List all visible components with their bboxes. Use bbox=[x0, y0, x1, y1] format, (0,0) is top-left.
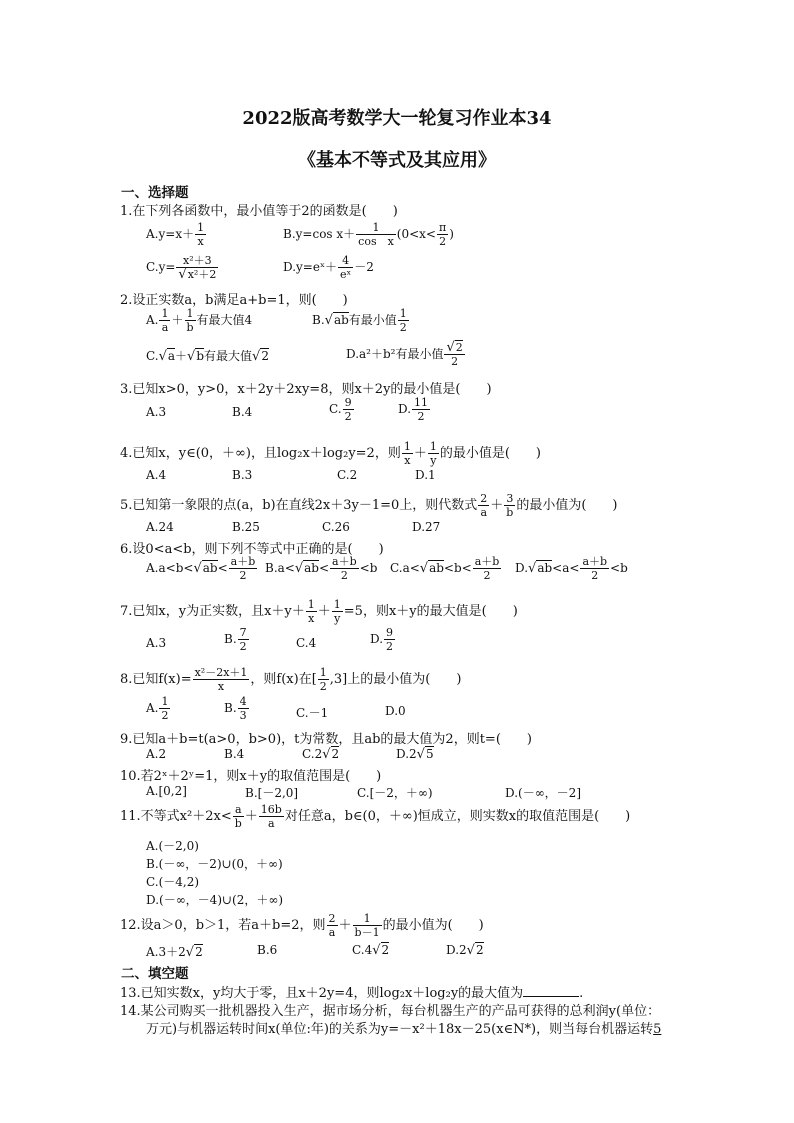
q8-option-b: B. $\frac{4}{3}$ bbox=[224, 695, 247, 722]
q1-option-b: B.y=cos x＋ $\frac{1}{\text{cos x}}$ (0<x< $\frac{\pi}{2}$ ) bbox=[283, 221, 454, 248]
q7-option-c: C.4 bbox=[296, 636, 317, 650]
q11-option-a: A.(－2,0) bbox=[146, 839, 199, 853]
question-14-line-2: 万元)与机器运转时间x(单位:年)的关系为y=－x²＋18x－25(x∈N*)，则当每台机器运转5 bbox=[146, 1022, 662, 1037]
q5-option-a: A.24 bbox=[146, 520, 174, 534]
q2-option-b: B.√ab有最小值 $\frac{1}{2}$ bbox=[312, 307, 407, 334]
q6-option-b: B.a<√ab< $\frac{a+b}{2}$ <b bbox=[265, 555, 378, 582]
question-2: 2.设正实数a，b满足a+b=1，则( ) bbox=[120, 293, 348, 308]
question-14-line-1: 14.某公司购买一批机器投入生产，据市场分析，每台机器生产的产品可获得的总利润y(单位： bbox=[120, 1004, 661, 1019]
q10-option-c: C.[－2，＋∞) bbox=[357, 786, 433, 800]
question-4: 4.已知x，y∈(0，＋∞)，且log₂x＋log₂y=2，则 $\frac{1}{x}$ ＋ $\frac{1}{y}$ 的最小值是( ) bbox=[120, 440, 541, 467]
q8-option-c: C.－1 bbox=[296, 706, 329, 720]
q7-option-a: A.3 bbox=[146, 636, 167, 650]
q2-option-a: A. $\frac{1}{a}$ ＋ $\frac{1}{b}$ 有最大值4 bbox=[146, 307, 253, 334]
q12-option-a: A.3＋2√2 bbox=[146, 945, 203, 960]
q9-option-d: D.2√5 bbox=[396, 747, 434, 762]
q5-option-c: C.26 bbox=[322, 520, 350, 534]
q10-option-b: B.[－2,0] bbox=[245, 786, 299, 800]
q5-option-b: B.25 bbox=[232, 520, 260, 534]
question-1: 1.在下列各函数中，最小值等于2的函数是( ) bbox=[120, 204, 398, 219]
question-9: 9.已知a＋b=t(a>0，b>0)，t为常数，且ab的最大值为2，则t=( ) bbox=[120, 732, 532, 747]
q11-option-c: C.(－4,2) bbox=[146, 875, 200, 889]
q10-option-d: D.(－∞，－2] bbox=[505, 786, 582, 800]
q1-option-a: A.y=x＋ $\frac{1}{x}$ bbox=[146, 221, 205, 248]
q6-option-d: D.√ab<a< $\frac{a+b}{2}$ <b bbox=[515, 555, 628, 582]
q9-option-a: A.2 bbox=[146, 747, 167, 761]
q12-option-c: C.4√2 bbox=[352, 943, 390, 958]
q1-option-d: D.y=eˣ＋ $\frac{4}{\text{eˣ}}$ －2 bbox=[283, 254, 374, 281]
question-8: 8.已知f(x)= $\frac{\text{x²－2x＋1}}{x}$ ，则f(x)在[ $\frac{1}{2}$ ,3]上的最小值为( ) bbox=[120, 666, 462, 693]
q4-option-c: C.2 bbox=[337, 468, 358, 482]
section-choice: 一、选择题 bbox=[121, 185, 189, 201]
q7-option-b: B. $\frac{7}{2}$ bbox=[224, 626, 247, 653]
q11-option-b: B.(－∞，－2)∪(0，＋∞) bbox=[146, 857, 283, 871]
q11-option-d: D.(－∞，－4)∪(2，＋∞) bbox=[146, 893, 284, 907]
q9-option-b: B.4 bbox=[224, 747, 245, 761]
q6-option-c: C.a<√ab<b< $\frac{a+b}{2}$ bbox=[390, 555, 500, 582]
q4-option-a: A.4 bbox=[146, 468, 167, 482]
q5-option-d: D.27 bbox=[412, 520, 441, 534]
question-3: 3.已知x>0，y>0，x＋2y＋2xy=8，则x＋2y的最小值是( ) bbox=[120, 382, 492, 397]
document-title: 2022版高考数学大一轮复习作业本34 bbox=[242, 108, 552, 129]
q7-option-d: D. $\frac{9}{2}$ bbox=[370, 626, 394, 653]
question-11: 11.不等式x²＋2x< $\frac{a}{b}$ ＋ $\frac{16b}{a}$ 对任意a，b∈(0，＋∞)恒成立，则实数x的取值范围是( ) bbox=[120, 803, 631, 830]
q6-option-a: A.a<b<√ab< $\frac{a+b}{2}$ bbox=[146, 555, 256, 582]
answer-blank bbox=[523, 984, 579, 997]
q8-option-d: D.0 bbox=[385, 704, 406, 718]
q12-option-d: D.2√2 bbox=[446, 943, 484, 958]
q12-option-b: B.6 bbox=[257, 943, 278, 957]
q4-option-b: B.3 bbox=[232, 468, 253, 482]
q2-option-c: C.√a＋√b有最大值√2 bbox=[146, 349, 269, 364]
q1-option-c: C.y= $\frac{\text{x²＋3}}{\text{√x²＋2}}$ bbox=[146, 254, 217, 282]
question-5: 5.已知第一象限的点(a，b)在直线2x＋3y－1=0上，则代数式 $\frac{2}{a}$ ＋ $\frac{3}{b}$ 的最小值为( ) bbox=[120, 492, 618, 519]
document-subtitle: 《基本不等式及其应用》 bbox=[298, 150, 496, 171]
question-13: 13.已知实数x，y均大于零，且x＋2y=4，则log₂x＋log₂y的最大值为 . bbox=[120, 986, 584, 1001]
q2-option-d: D.a²＋b²有最小值 $\frac{√2}{2}$ bbox=[346, 340, 463, 368]
question-7: 7.已知x，y为正实数，且x＋y＋ $\frac{1}{x}$ ＋ $\frac{1}{y}$ =5，则x＋y的最大值是( ) bbox=[120, 598, 518, 625]
q8-option-a: A. $\frac{1}{2}$ bbox=[146, 695, 169, 722]
q3-option-c: C. $\frac{9}{2}$ bbox=[329, 396, 352, 423]
q3-option-a: A.3 bbox=[146, 405, 167, 419]
q3-option-b: B.4 bbox=[232, 405, 253, 419]
section-fill-in: 二、填空题 bbox=[121, 966, 189, 982]
question-6: 6.设0<a<b，则下列不等式中正确的是( ) bbox=[120, 542, 384, 557]
q4-option-d: D.1 bbox=[415, 468, 436, 482]
question-10: 10.若2ˣ＋2ʸ=1，则x＋y的取值范围是( ) bbox=[120, 769, 382, 784]
question-12: 12.设a＞0，b＞1，若a＋b=2，则 $\frac{2}{a}$ ＋ $\frac{1}{b-1}$ 的最小值为( ) bbox=[120, 912, 484, 939]
q9-option-c: C.2√2 bbox=[302, 747, 340, 762]
q10-option-a: A.[0,2] bbox=[146, 784, 187, 798]
q3-option-d: D. $\frac{11}{2}$ bbox=[398, 396, 429, 423]
